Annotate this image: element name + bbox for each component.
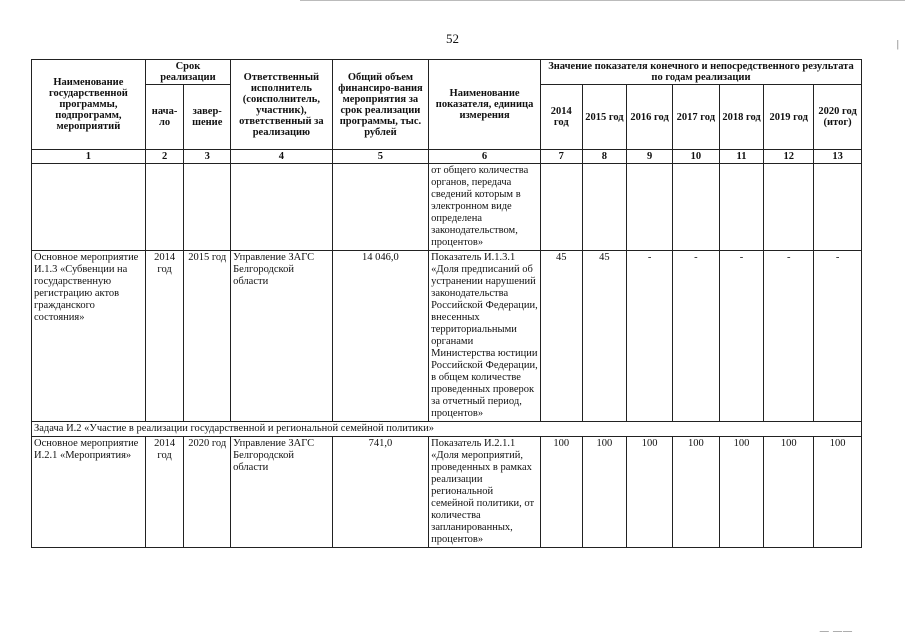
- header-funding: Общий объем финансиро-вания мероприятия за срок реализации программы, тыс. рублей: [332, 60, 429, 150]
- cell-name: [32, 164, 146, 251]
- col-num: 7: [540, 150, 582, 164]
- col-num: 1: [32, 150, 146, 164]
- cell-value: [764, 164, 814, 251]
- cell-start: 2014 год: [145, 251, 184, 422]
- header-year-2014: 2014 год: [540, 85, 582, 150]
- header-executor: Ответственный исполнитель (соисполнитель, участник), ответственный за реализацию: [231, 60, 333, 150]
- col-num: 11: [719, 150, 764, 164]
- cell-value: 45: [540, 251, 582, 422]
- cell-value: -: [719, 251, 764, 422]
- header-indicator: Наименование показателя, единица измерения: [429, 60, 541, 150]
- col-num: 12: [764, 150, 814, 164]
- page-number: 52: [446, 31, 459, 46]
- header-end: завер-шение: [184, 85, 231, 150]
- cell-indicator: Показатель И.2.1.1 «Доля мероприятий, проведенных в рамках реализации региональной семейной политики, от количества запланированных, процентов»: [429, 437, 541, 548]
- table-row: [32, 164, 862, 251]
- cell-value: 100: [814, 437, 862, 548]
- cell-value: [582, 164, 627, 251]
- header-period: Срок реализации: [145, 60, 230, 85]
- task-title: Задача И.2 «Участие в реализации государственной и региональной семейной политики»: [32, 422, 862, 437]
- header-name: Наименование государственной программы, подпрограмм, мероприятий: [32, 60, 146, 150]
- task-row: [32, 422, 862, 437]
- cell-start: 2014 год: [145, 437, 184, 548]
- col-num: 10: [672, 150, 719, 164]
- cell-executor: [231, 164, 333, 251]
- program-table: [31, 59, 862, 548]
- cell-end: 2015 год: [184, 251, 231, 422]
- cell-funding: [332, 164, 429, 251]
- cell-value: -: [814, 251, 862, 422]
- header-year-2019: 2019 год: [764, 85, 814, 150]
- cell-end: [184, 164, 231, 251]
- cell-funding: 14 046,0: [332, 251, 429, 422]
- col-num: 13: [814, 150, 862, 164]
- cell-start: [145, 164, 184, 251]
- column-numbers-row: [32, 150, 862, 164]
- cell-value: 100: [672, 437, 719, 548]
- cell-value: -: [672, 251, 719, 422]
- header-year-2016: 2016 год: [627, 85, 673, 150]
- col-num: 4: [231, 150, 333, 164]
- cell-name: Основное мероприятие И.2.1 «Мероприятия»: [32, 437, 146, 548]
- cell-end: 2020 год: [184, 437, 231, 548]
- cell-value: -: [627, 251, 673, 422]
- cell-value: 100: [627, 437, 673, 548]
- cell-value: [627, 164, 673, 251]
- col-num: 8: [582, 150, 627, 164]
- header-year-2015: 2015 год: [582, 85, 627, 150]
- header-year-2020: 2020 год (итог): [814, 85, 862, 150]
- cell-value: [719, 164, 764, 251]
- cell-funding: 741,0: [332, 437, 429, 548]
- table-row: [32, 251, 862, 422]
- cell-value: [672, 164, 719, 251]
- header-values-group: Значение показателя конечного и непосредственного результата по годам реализации: [540, 60, 861, 85]
- cell-value: 45: [582, 251, 627, 422]
- cell-value: 100: [540, 437, 582, 548]
- header-year-2017: 2017 год: [672, 85, 719, 150]
- cell-name: Основное мероприятие И.1.3 «Субвенции на государственную регистрацию актов гражданского состояния»: [32, 251, 146, 422]
- cell-executor: Управление ЗАГС Белгородской области: [231, 251, 333, 422]
- col-num: 9: [627, 150, 673, 164]
- cell-value: 100: [582, 437, 627, 548]
- corner-mark: |: [896, 38, 899, 50]
- cell-value: -: [764, 251, 814, 422]
- col-num: 3: [184, 150, 231, 164]
- footer-mark: — ——: [819, 626, 853, 636]
- col-num: 6: [429, 150, 541, 164]
- cell-value: 100: [764, 437, 814, 548]
- cell-value: [540, 164, 582, 251]
- cell-value: [814, 164, 862, 251]
- cell-value: 100: [719, 437, 764, 548]
- col-num: 5: [332, 150, 429, 164]
- header-start: нача-ло: [145, 85, 184, 150]
- cell-indicator: от общего количества органов, передача сведений которым в электронном виде определена законодательством, процентов»: [429, 164, 541, 251]
- table-row: [32, 437, 862, 548]
- cell-executor: Управление ЗАГС Белгородской области: [231, 437, 333, 548]
- cell-indicator: Показатель И.1.3.1 «Доля предписаний об устранении нарушений законодательства Российской Федерации, внесенных территориальными органами Министерства юстиции Российской Федерации, в общем количестве проведенных проверок за отчетный период, процентов»: [429, 251, 541, 422]
- header-year-2018: 2018 год: [719, 85, 764, 150]
- col-num: 2: [145, 150, 184, 164]
- top-rule: [300, 0, 905, 1]
